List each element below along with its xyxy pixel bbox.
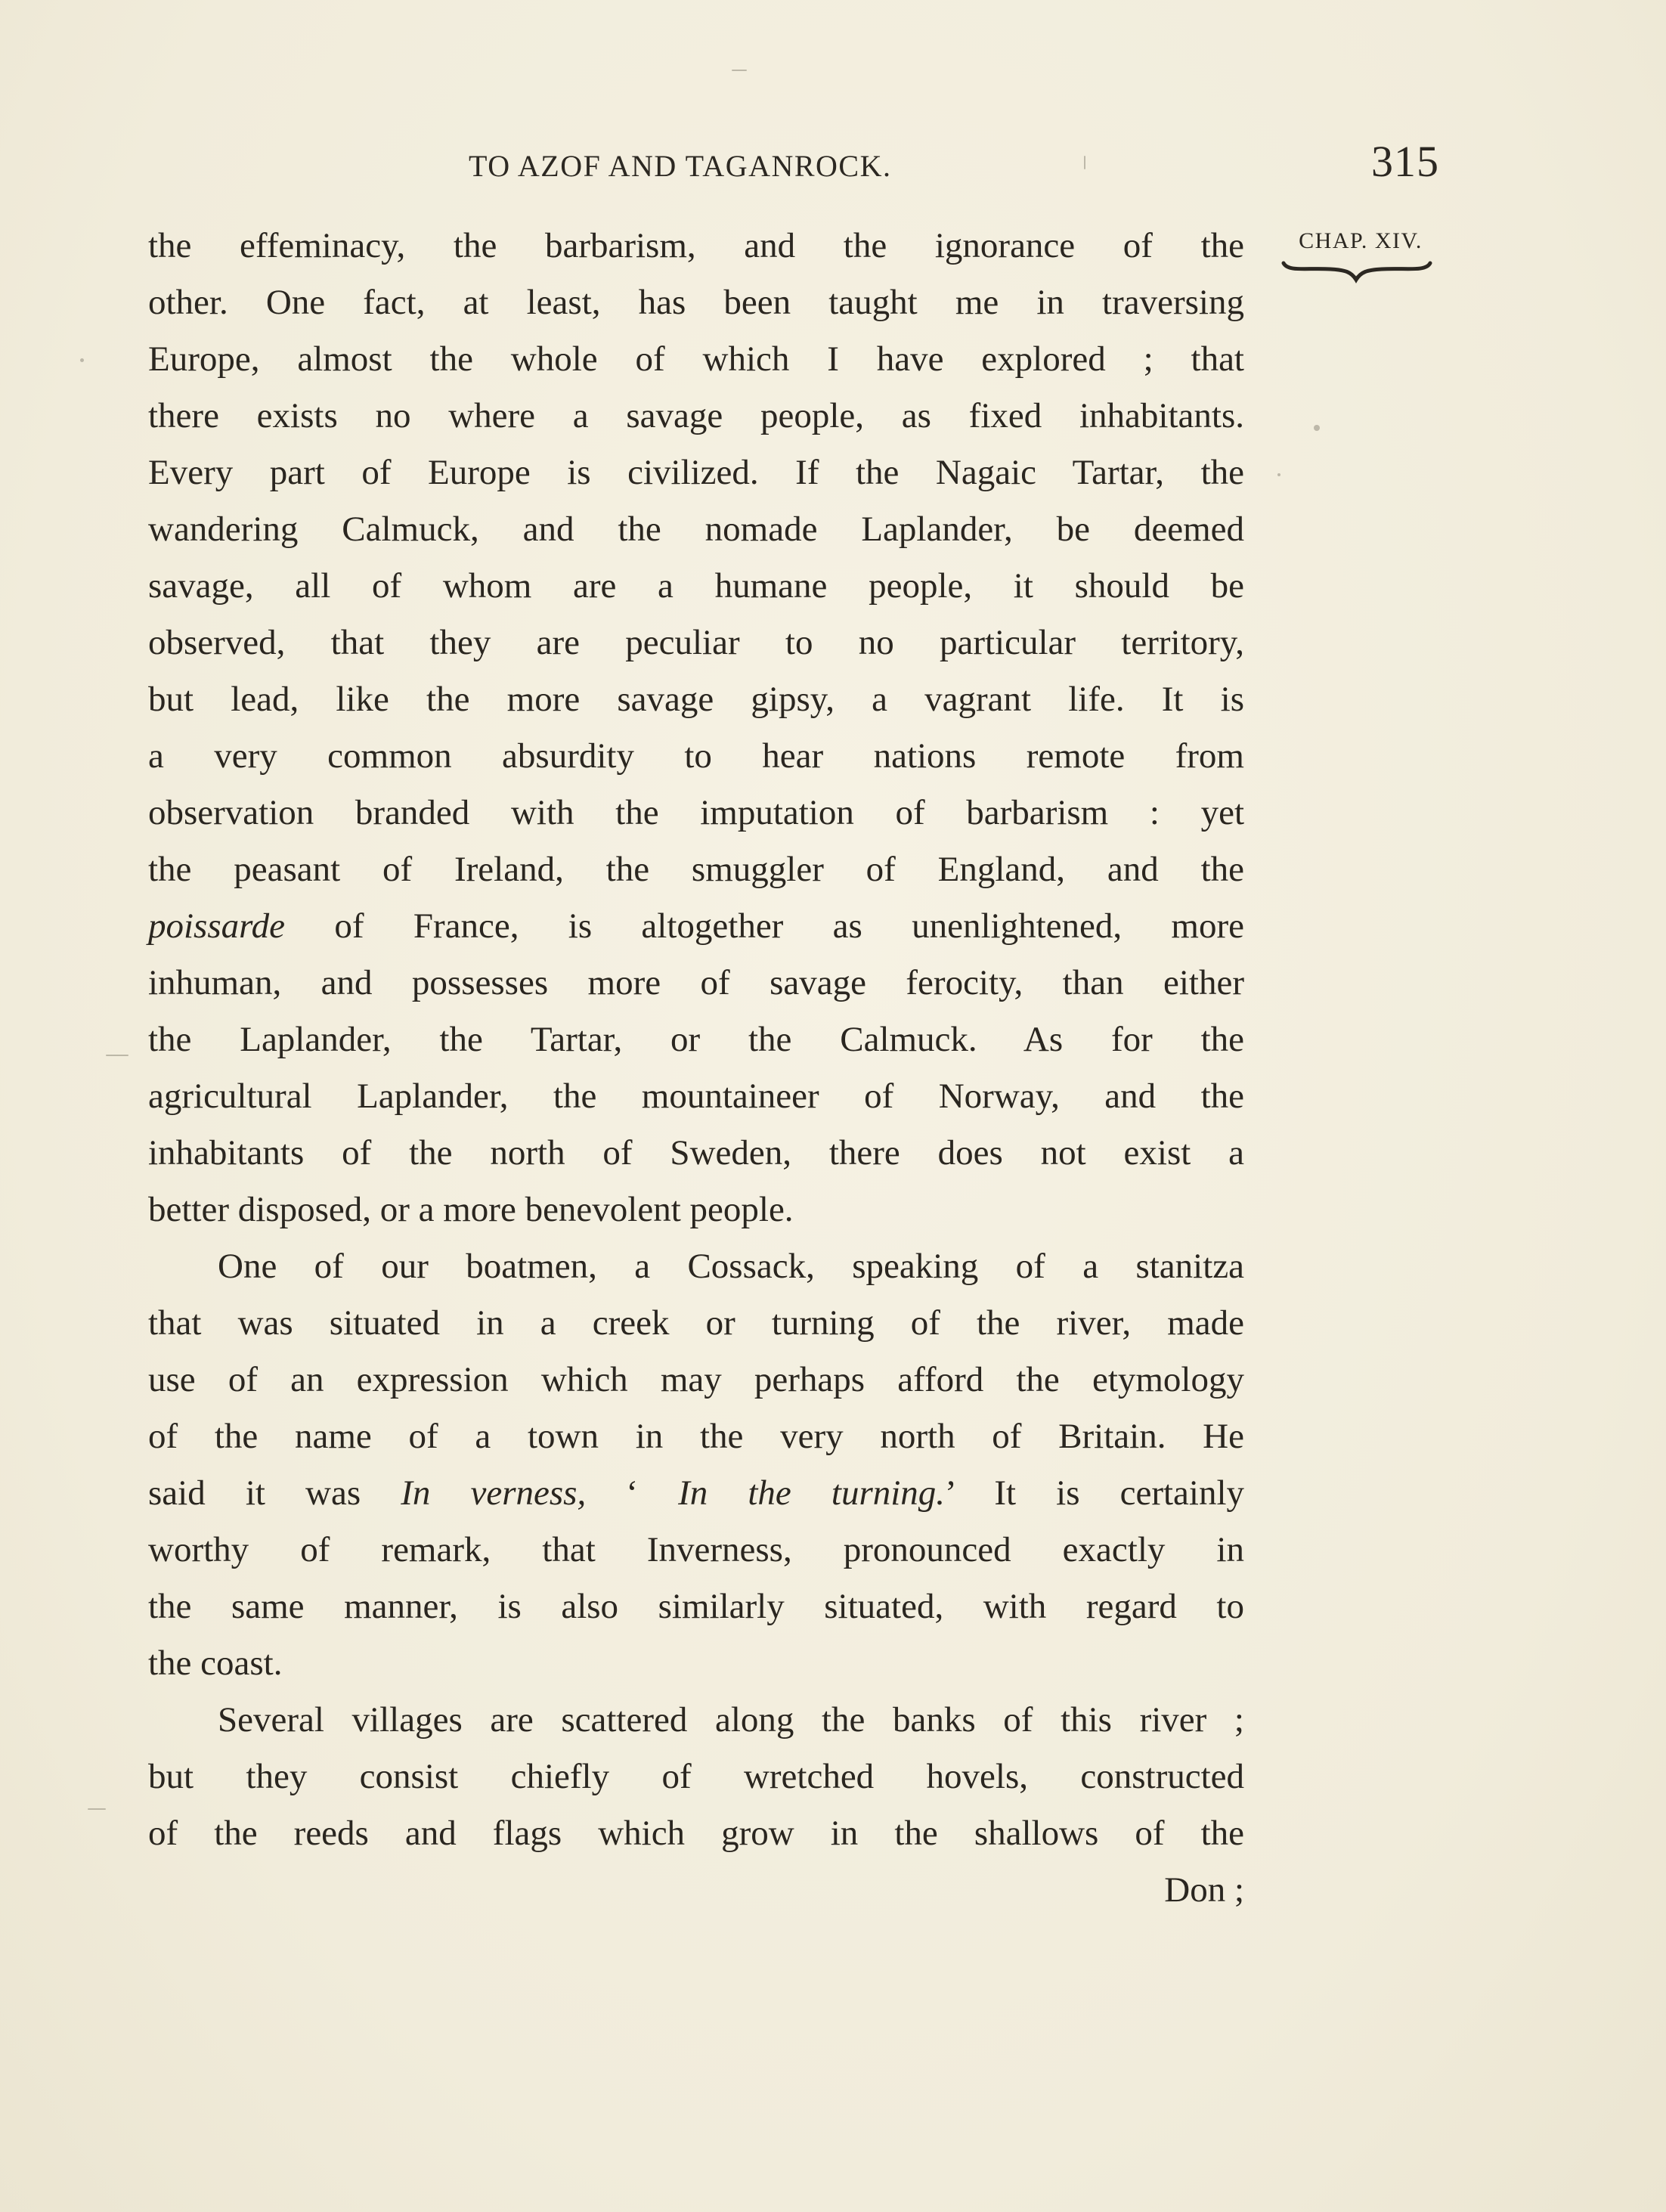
text-line: savage, all of whom are a humane people, it should be: [148, 566, 1244, 606]
italic-term: In the turning.: [678, 1473, 946, 1513]
text-line: a very common absurdity to hear nations remote from: [148, 736, 1244, 776]
italic-term: poissarde: [148, 906, 286, 946]
text-run: ‘: [586, 1473, 679, 1513]
paper-speck: [732, 70, 747, 71]
paper-speck: [106, 1055, 129, 1056]
text-line: other. One fact, at least, has been taught me in traversing: [148, 283, 1244, 322]
text-line: agricultural Laplander, the mountaineer of Norway, and the: [148, 1077, 1244, 1116]
text-line: the same manner, is also similarly situated, with regard to: [148, 1587, 1244, 1626]
text-line: observed, that they are peculiar to no particular territory,: [148, 623, 1244, 662]
text-run: ’ It is certainly: [945, 1473, 1245, 1513]
paper-speck: [88, 1808, 106, 1810]
text-line: inhabitants of the north of Sweden, there does not exist a: [148, 1133, 1244, 1173]
text-line: that was situated in a creek or turning of the river, made: [148, 1303, 1244, 1343]
text-line: there exists no where a savage people, as fixed inhabitants.: [148, 396, 1244, 435]
text-line: the peasant of Ireland, the smuggler of England, and the: [148, 850, 1244, 889]
paper-speck: [1314, 425, 1320, 431]
text-line: the coast.: [148, 1644, 283, 1683]
text-line: the effeminacy, the barbarism, and the ignorance of the: [148, 226, 1244, 265]
body-text: [148, 218, 1244, 1919]
text-line: of the reeds and flags which grow in the shallows of the: [148, 1814, 1244, 1853]
paper-speck: [80, 358, 84, 362]
text-line: use of an expression which may perhaps afford the etymology: [148, 1360, 1244, 1399]
text-line-inverness: [148, 1465, 1244, 1522]
text-line: of the name of a town in the very north of Britain. He: [148, 1417, 1244, 1456]
catchword: Don ;: [1164, 1870, 1244, 1910]
page-number: 315: [1371, 137, 1439, 186]
paragraph-start-line: Several villages are scattered along the banks of this river ;: [218, 1700, 1244, 1740]
text-line-poissarde: [148, 898, 1244, 955]
text-line: observation branded with the imputation of barbarism : yet: [148, 793, 1244, 832]
text-line: inhuman, and possesses more of savage ferocity, than either: [148, 963, 1244, 1002]
text-line: Every part of Europe is civilized. If the Nagaic Tartar, the: [148, 453, 1244, 492]
text-line: the Laplander, the Tartar, or the Calmuck. As for the: [148, 1020, 1244, 1059]
text-run: of France, is altogether as unenlightened, more: [285, 906, 1244, 946]
text-line: but lead, like the more savage gipsy, a vagrant life. It is: [148, 680, 1244, 719]
italic-term: In verness,: [401, 1473, 587, 1513]
chapter-label: CHAP. XIV.: [1299, 228, 1423, 253]
text-line: worthy of remark, that Inverness, pronounced exactly in: [148, 1530, 1244, 1569]
running-head: TO AZOF AND TAGANROCK.: [469, 149, 892, 183]
paper-speck: [1084, 156, 1085, 169]
text-run: said it was: [148, 1473, 401, 1513]
chapter-brace-ornament: [1277, 257, 1436, 287]
text-line: wandering Calmuck, and the nomade Laplander, be deemed: [148, 510, 1244, 549]
text-line: Europe, almost the whole of which I have explored ; that: [148, 339, 1244, 379]
paragraph-start-line: One of our boatmen, a Cossack, speaking of a stanitza: [218, 1247, 1244, 1286]
text-line: better disposed, or a more benevolent people.: [148, 1190, 794, 1229]
paper-speck: [1277, 473, 1280, 476]
text-line: but they consist chiefly of wretched hovels, constructed: [148, 1757, 1244, 1796]
